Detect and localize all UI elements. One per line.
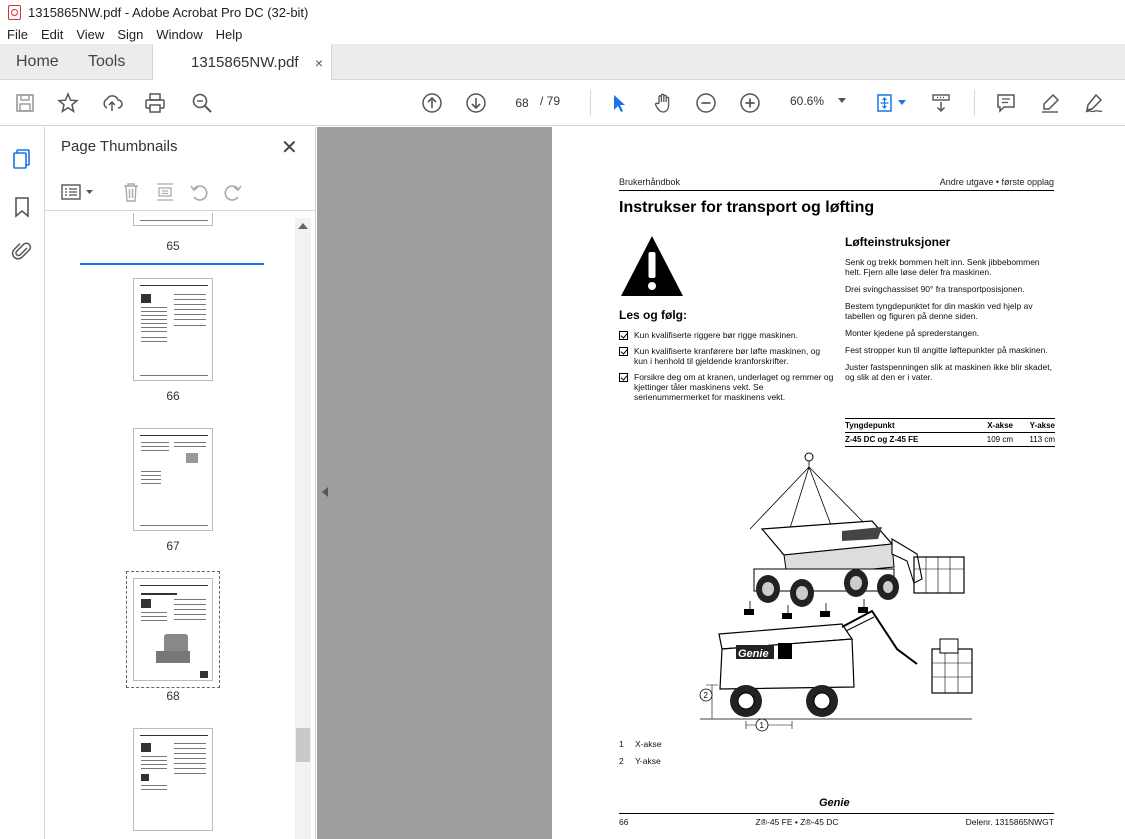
thumbnail-label: 68 xyxy=(166,689,180,703)
svg-text:Genie: Genie xyxy=(738,648,769,660)
left-rail xyxy=(0,127,45,839)
search-zoom-icon[interactable] xyxy=(189,90,215,116)
header-left: Brukerhåndbok xyxy=(619,177,681,187)
print-icon[interactable] xyxy=(142,90,168,116)
center-of-gravity-table xyxy=(845,418,1055,447)
thumbnail-page-current[interactable] xyxy=(133,578,213,681)
rotate-right-icon[interactable] xyxy=(222,181,244,206)
thumbnail-page[interactable] xyxy=(133,428,213,531)
genie-logo: Genie xyxy=(819,797,850,809)
read-follow-heading: Les og følg: xyxy=(619,308,687,322)
tab-document-label: 1315865NW.pdf xyxy=(191,54,299,71)
menu-edit[interactable]: Edit xyxy=(40,26,64,42)
menu-sign[interactable]: Sign xyxy=(117,26,144,42)
page-footer xyxy=(619,813,1054,827)
attachment-icon[interactable] xyxy=(10,239,34,263)
title-bar xyxy=(0,0,1125,24)
thumbnail-scrollbar[interactable] xyxy=(295,218,311,839)
warning-icon xyxy=(619,234,685,301)
instruction-step: Monter kjedene på sprederstangen. xyxy=(845,328,980,338)
scroll-up-icon[interactable] xyxy=(298,223,308,229)
svg-text:2: 2 xyxy=(703,691,708,700)
pdf-page xyxy=(552,127,1125,839)
page-header xyxy=(619,177,1054,191)
svg-text:1: 1 xyxy=(759,721,764,730)
toolbar-divider xyxy=(974,90,975,116)
instruction-step: Juster fastspenningen slik at maskinen ikke blir skadet, og slik at den er i vater. xyxy=(845,362,1052,382)
thumbnail-page[interactable] xyxy=(133,728,213,831)
thumbnail-page[interactable] xyxy=(133,278,213,381)
star-icon[interactable] xyxy=(55,90,81,116)
sign-icon[interactable] xyxy=(1081,90,1107,116)
save-icon[interactable] xyxy=(12,90,38,116)
window-title: 1315865NW.pdf - Adobe Acrobat Pro DC (32-bit) xyxy=(28,4,309,20)
comment-icon[interactable] xyxy=(993,90,1019,116)
options-icon[interactable] xyxy=(61,183,95,204)
tab-document[interactable] xyxy=(152,44,332,81)
footer-part-number: Delenr. 1315865NWGT xyxy=(965,817,1054,827)
list-item: Kun kvalifiserte riggere bør rigge maskinen. xyxy=(619,330,834,340)
machine-lifting-illustration xyxy=(692,449,992,739)
menu-help[interactable]: Help xyxy=(215,26,243,42)
chevron-down-icon[interactable] xyxy=(898,100,906,105)
page-up-icon[interactable] xyxy=(419,90,445,116)
table-header-row: Tyngdepunkt X-akse Y-akse xyxy=(845,419,1055,433)
zoom-value: 60.6% xyxy=(790,94,825,108)
bookmark-icon[interactable] xyxy=(10,195,34,219)
menu-window[interactable]: Window xyxy=(156,26,203,42)
document-viewer[interactable] xyxy=(317,127,1125,839)
list-item: Forsikre deg om at kranen, underlaget og remmer og kjettinger tåler maskinens vekt. Se serienummermerket for maskinens vekt. xyxy=(619,372,834,402)
instruction-step: Senk og trekk bommen helt inn. Senk jibbebommen helt. Fjern alle løse deler fra maskinen. xyxy=(845,257,1040,277)
thumbnail-label: 66 xyxy=(166,389,180,403)
thumbnail-page[interactable] xyxy=(133,213,213,226)
insertion-marker xyxy=(80,263,264,265)
page-total: / 79 xyxy=(540,94,561,108)
scrollbar-thumb[interactable] xyxy=(296,728,310,762)
checkbox-icon xyxy=(619,347,628,356)
footer-page-number: 66 xyxy=(619,817,629,827)
zoom-in-icon[interactable] xyxy=(737,90,763,116)
instruction-step: Fest stropper kun til angitte løftepunkter på maskinen. xyxy=(845,345,1048,355)
page-down-icon[interactable] xyxy=(463,90,489,116)
fit-page-icon[interactable] xyxy=(872,90,898,116)
delete-icon[interactable] xyxy=(121,181,141,206)
lifting-heading: Løfteinstruksjoner xyxy=(845,235,951,249)
instruction-step: Drei svingchassiset 90° fra transportposisjonen. xyxy=(845,284,1025,294)
instruction-step: Bestem tyngdepunktet for din maskin ved hjelp av tabellen og figuren på denne siden. xyxy=(845,301,1033,321)
illustration-legend xyxy=(619,739,661,773)
zoom-dropdown[interactable] xyxy=(778,94,850,108)
menu-view[interactable]: View xyxy=(76,26,105,42)
panel-close-button[interactable]: ✕ xyxy=(281,137,298,159)
extract-pages-icon[interactable] xyxy=(155,181,175,206)
hand-icon[interactable] xyxy=(650,90,676,116)
tab-home[interactable]: Home xyxy=(16,53,59,70)
select-arrow-icon[interactable] xyxy=(606,90,632,116)
toolbar-divider xyxy=(590,90,591,116)
panel-toolbar xyxy=(45,173,316,211)
legend-item: 1 X-akse xyxy=(619,739,662,749)
menu-bar xyxy=(0,24,1125,44)
collapse-panel-icon[interactable] xyxy=(322,487,328,497)
safety-checklist xyxy=(619,330,834,408)
rotate-left-icon[interactable] xyxy=(188,181,210,206)
header-right: Andre utgave • første opplag xyxy=(939,177,1054,187)
tab-close-button[interactable]: × xyxy=(314,54,323,71)
checkbox-icon xyxy=(619,373,628,382)
panel-title: Page Thumbnails xyxy=(61,138,178,155)
page-thumbnails-panel xyxy=(45,127,316,839)
highlight-icon[interactable] xyxy=(1037,90,1063,116)
acrobat-icon xyxy=(8,5,21,20)
zoom-out-icon[interactable] xyxy=(693,90,719,116)
chevron-down-icon xyxy=(838,98,846,103)
tab-bar xyxy=(0,44,1125,80)
legend-item: 2 Y-akse xyxy=(619,756,661,766)
scroll-mode-icon[interactable] xyxy=(928,90,954,116)
table-row: Z-45 DC og Z-45 FE 109 cm 113 cm xyxy=(845,433,1055,447)
list-item: Kun kvalifiserte kranførere bør løfte maskinen, og kun i henhold til gjeldende kranforskrifter. xyxy=(619,346,834,366)
thumbnail-label: 67 xyxy=(166,539,180,553)
page-thumbnails-icon[interactable] xyxy=(10,147,34,171)
page-number-input[interactable]: 68 xyxy=(515,96,529,110)
main-toolbar xyxy=(0,80,1125,126)
thumbnail-list xyxy=(45,213,295,839)
checkbox-icon xyxy=(619,331,628,340)
footer-model: Z®-45 FE • Z®-45 DC xyxy=(755,817,839,827)
tab-tools[interactable]: Tools xyxy=(88,53,126,70)
lifting-instructions xyxy=(845,257,1055,389)
page-title: Instrukser for transport og løfting xyxy=(619,199,875,216)
thumbnail-label: 65 xyxy=(166,239,180,253)
menu-file[interactable]: File xyxy=(7,26,28,42)
upload-icon[interactable] xyxy=(99,90,125,116)
